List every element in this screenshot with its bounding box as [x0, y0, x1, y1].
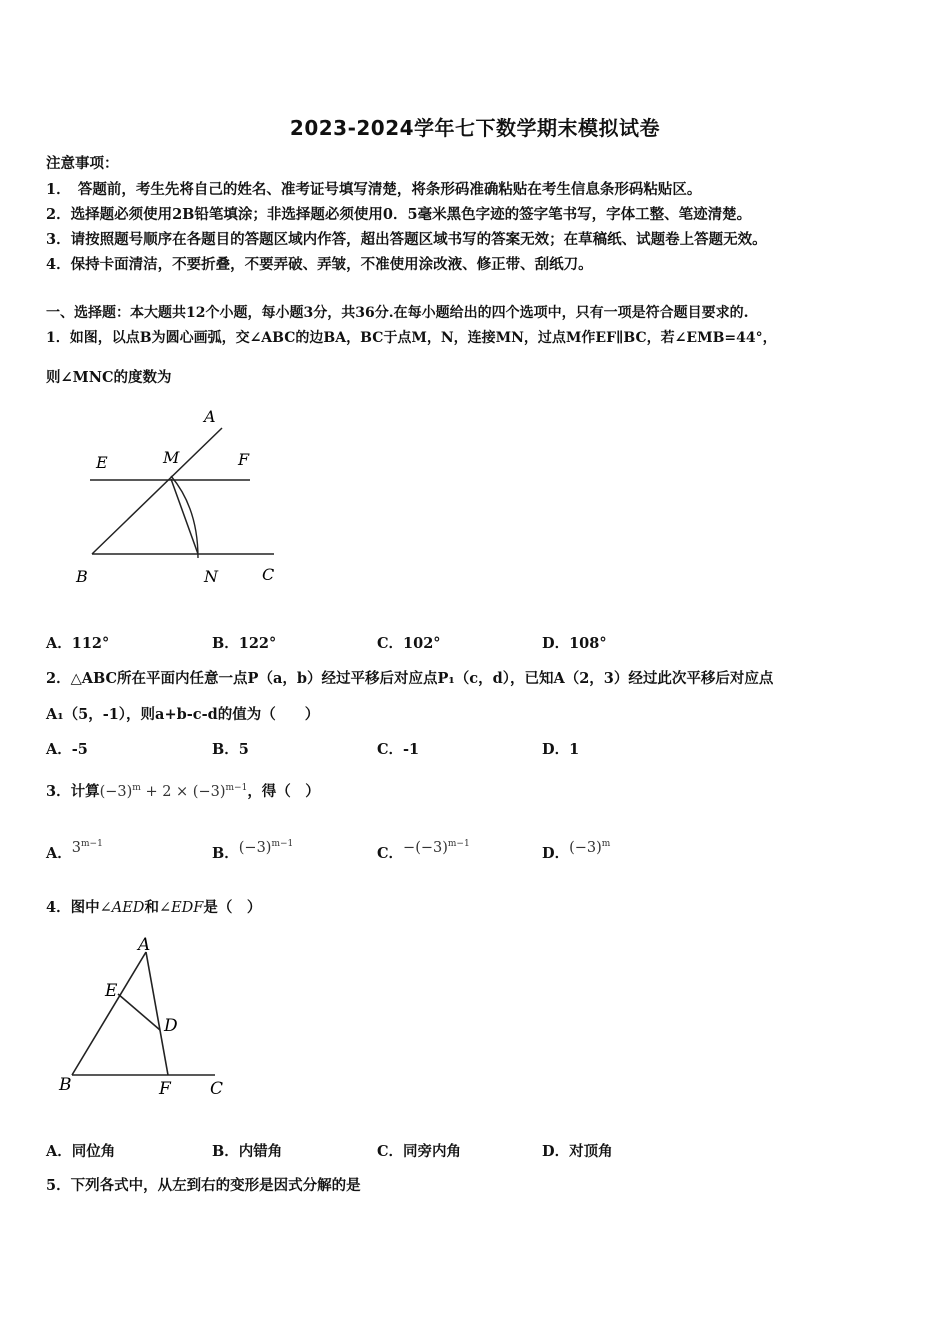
q4-label-E: E	[105, 981, 118, 1001]
q3-prefix: 3．计算	[46, 783, 100, 800]
q1-text-line1: 1．如图，以点B为圆心画弧，交∠ABC的边BA，BC于点M，N，连接MN，过点M作EF∥BC，若∠EMB=44°，	[46, 330, 777, 346]
q1-option-a[interactable]: A．112°	[46, 635, 110, 652]
q1-label-M: M	[163, 448, 180, 467]
q3-suffix: ，得（ ）	[247, 783, 320, 800]
q4-option-a[interactable]: A．同位角	[46, 1143, 116, 1160]
q2-text-line1: 2．△ABC所在平面内任意一点P（a，b）经过平移后对应点P₁（c，d），已知A（2，3）经过此次平移后对应点	[46, 670, 774, 687]
q2-option-a[interactable]: A．-5	[46, 741, 88, 758]
q4-text	[46, 896, 261, 917]
q2-option-c[interactable]: C．-1	[377, 741, 420, 758]
notice-item-1: 1． 答题前，考生先将自己的姓名、准考证号填写清楚，将条形码准确粘贴在考生信息条形码粘贴区。	[46, 181, 702, 198]
q4-prefix: 4．图中	[46, 899, 100, 916]
q3-text	[46, 780, 320, 801]
q3-option-c[interactable]	[377, 839, 470, 863]
q4-label-F: F	[159, 1079, 171, 1099]
q1-option-c[interactable]: C．102°	[377, 635, 441, 652]
q1-label-A: A	[204, 407, 216, 426]
q4-label-D: D	[164, 1016, 178, 1036]
q1-line-BA	[92, 428, 222, 554]
q4-option-b[interactable]: B．内错角	[212, 1143, 283, 1160]
q3-expr-exp2: m−1	[225, 783, 248, 794]
q1-label-E: E	[96, 453, 108, 472]
q4-conj: 和	[144, 899, 159, 916]
q3-option-d-label: D．	[542, 845, 570, 862]
q4-angle-aed: ∠AED	[99, 900, 145, 916]
q1-figure	[70, 400, 300, 600]
q3-option-b-base: (−3)	[238, 840, 272, 856]
notice-item-2: 2．选择题必须使用2B铅笔填涂；非选择题必须使用0．5毫米黑色字迹的签字笔书写，字体工整、笔迹清楚。	[46, 206, 752, 223]
q4-label-B: B	[59, 1075, 72, 1095]
q3-option-a-label: A．	[46, 845, 72, 862]
q1-label-B: B	[76, 567, 88, 586]
q3-expr-exp1: m	[132, 783, 141, 794]
q1-option-b[interactable]: B．122°	[212, 635, 277, 652]
q4-figure	[50, 930, 250, 1105]
q3-option-a-base: 3	[71, 840, 81, 856]
q4-suffix: 是（ ）	[203, 899, 262, 916]
q4-label-C: C	[210, 1079, 224, 1099]
q1-label-C: C	[262, 565, 275, 584]
q1-segment-MN	[171, 479, 198, 554]
q4-option-d[interactable]: D．对顶角	[542, 1143, 613, 1160]
q4-line-AF	[146, 952, 168, 1075]
notice-item-3: 3．请按照题号顺序在各题目的答题区域内作答，超出答题区域书写的答案无效；在草稿纸、试题卷上答题无效。	[46, 231, 767, 248]
q3-option-b[interactable]	[212, 839, 294, 863]
q3-option-d-base: (−3)	[569, 840, 602, 856]
q2-option-d[interactable]: D．1	[542, 741, 580, 758]
section-heading: 一、选择题：本大题共12个小题，每小题3分，共36分.在每小题给出的四个选项中，只有一项是符合题目要求的.	[46, 305, 749, 321]
q3-option-a[interactable]	[46, 839, 103, 863]
q4-line-BA	[72, 952, 146, 1075]
q4-angle-edf: ∠EDF	[158, 900, 204, 916]
q1-text-line2: 则∠MNC的度数为	[46, 369, 172, 386]
q3-option-c-label: C．	[377, 845, 404, 862]
q3-option-b-label: B．	[212, 845, 239, 862]
q3-expression	[100, 784, 248, 800]
q2-option-b[interactable]: B．5	[212, 741, 249, 758]
q3-option-c-exp: m−1	[447, 839, 470, 850]
q4-label-A: A	[138, 935, 151, 955]
page-title: 2023-2024学年七下数学期末模拟试卷	[289, 116, 661, 140]
q3-option-b-exp: m−1	[271, 839, 294, 850]
q3-expr-base: (−3)	[99, 784, 133, 800]
notice-heading: 注意事项：	[46, 155, 119, 172]
q1-label-N: N	[204, 567, 218, 586]
q3-option-a-exp: m−1	[81, 839, 103, 850]
q3-option-d[interactable]	[542, 839, 611, 863]
q4-option-c[interactable]: C．同旁内角	[377, 1143, 462, 1160]
q5-text: 5．下列各式中，从左到右的变形是因式分解的是	[46, 1177, 361, 1194]
q1-option-d[interactable]: D．108°	[542, 635, 607, 652]
notice-item-4: 4．保持卡面清洁，不要折叠，不要弄破、弄皱，不准使用涂改液、修正带、刮纸刀。	[46, 256, 593, 273]
q3-option-d-exp: m	[601, 839, 611, 850]
q2-text-line2: A₁（5，-1），则a+b-c-d的值为（ ）	[46, 706, 320, 723]
q3-option-c-base: −(−3)	[403, 840, 448, 856]
q1-label-F: F	[238, 450, 250, 469]
q3-expr-mid: + 2 × (−3)	[140, 784, 226, 800]
